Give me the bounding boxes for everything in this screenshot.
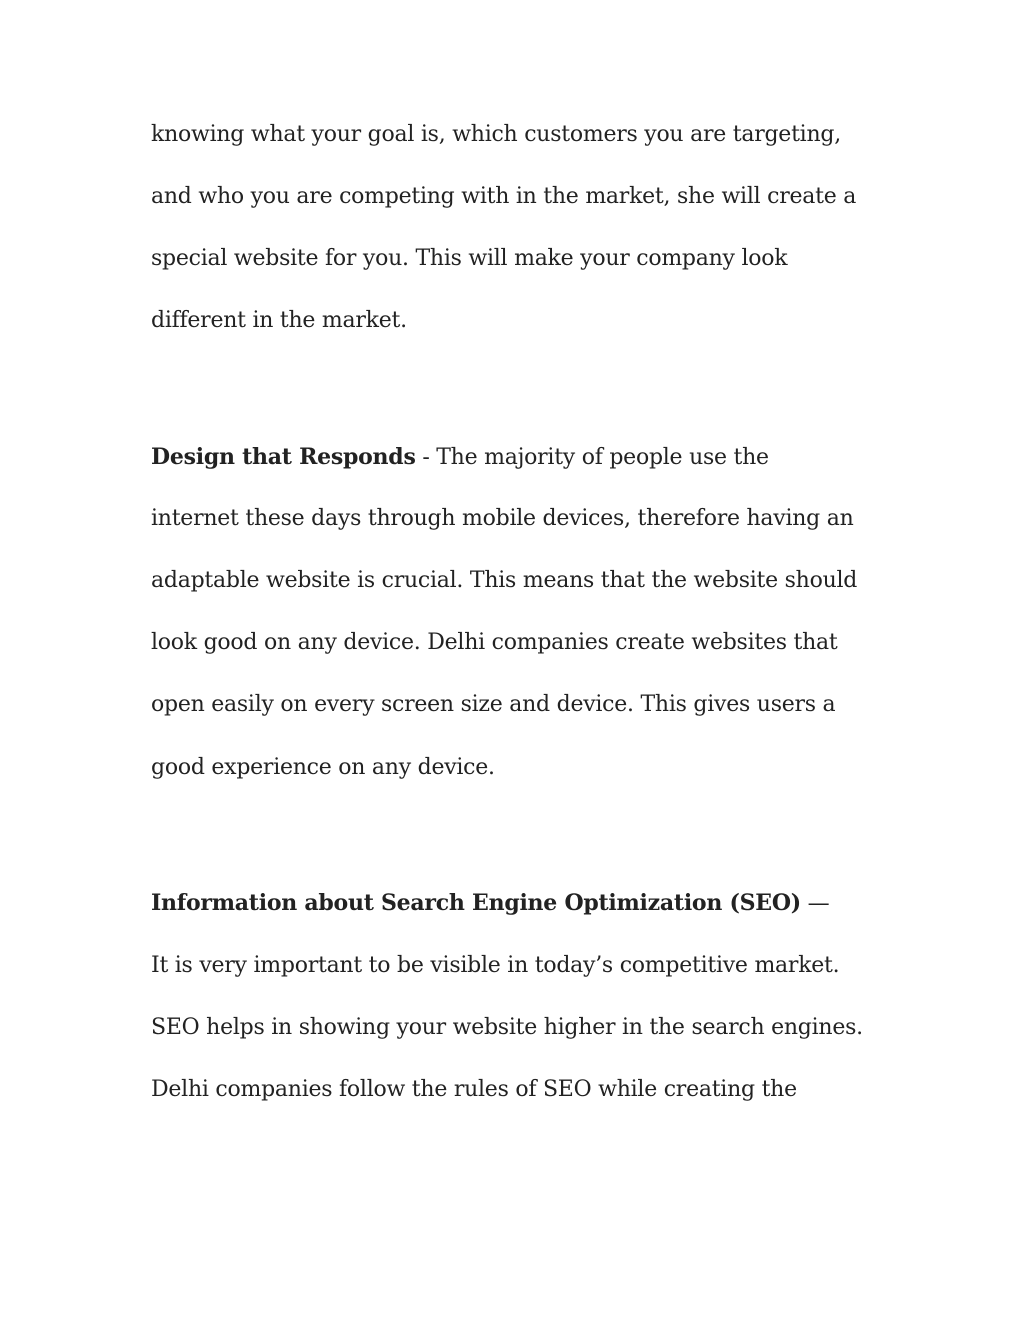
paragraph-1-line-2: and who you are competing with in the market, she will create a	[151, 184, 857, 209]
paragraph-3-line-4: Delhi companies follow the rules of SEO while creating the	[151, 1077, 797, 1102]
paragraph-3-heading: Information about Search Engine Optimization (SEO)	[151, 890, 801, 916]
paragraph-3-line-2: It is very important to be visible in today’s competitive market.	[151, 953, 840, 978]
paragraph-1-line-4: different in the market.	[151, 308, 407, 333]
paragraph-2-line-5: open easily on every screen size and device. This gives users a	[151, 692, 836, 717]
paragraph-3-line-3: SEO helps in showing your website higher in the search engines.	[151, 1015, 863, 1040]
paragraph-2-line-1	[151, 443, 891, 472]
paragraph-2-line-3: adaptable website is crucial. This means that the website should	[151, 568, 858, 593]
paragraph-3-line-1-text: —	[800, 891, 830, 916]
paragraph-2-line-4: look good on any device. Delhi companies create websites that	[151, 630, 838, 655]
paragraph-3-line-1	[151, 889, 891, 918]
paragraph-1-line-3: special website for you. This will make your company look	[151, 246, 788, 271]
paragraph-2-line-2: internet these days through mobile devices, therefore having an	[151, 506, 854, 531]
paragraph-2-line-1-text: - The majority of people use the	[415, 445, 769, 470]
paragraph-1-line-1: knowing what your goal is, which customers you are targeting,	[151, 122, 841, 147]
paragraph-2-line-6: good experience on any device.	[151, 755, 495, 780]
paragraph-2-heading: Design that Responds	[151, 444, 416, 470]
